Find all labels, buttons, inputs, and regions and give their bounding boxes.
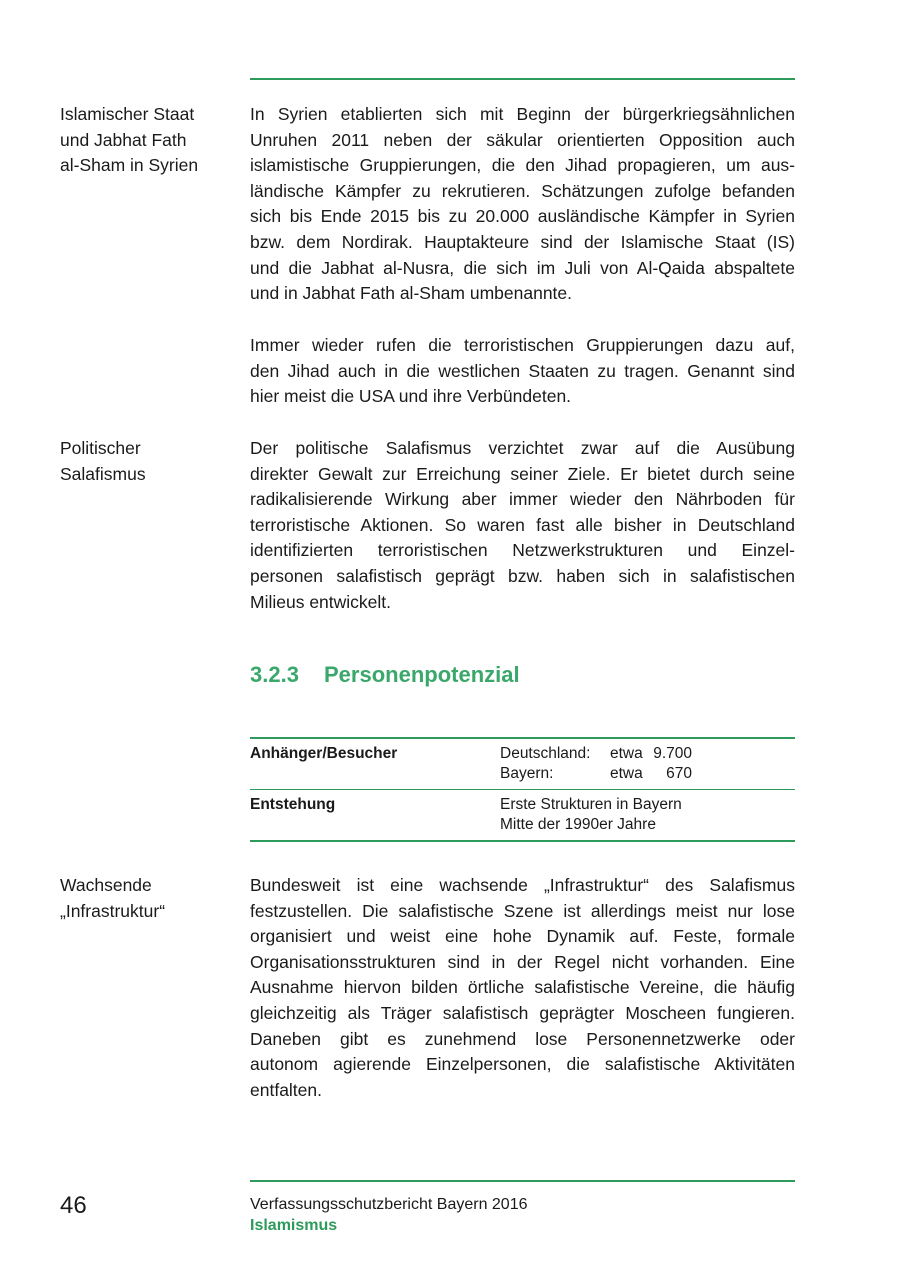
text-line: Bundesweit ist eine wachsende „Infrastruktur“ des Salafismus — [250, 875, 795, 895]
table-row — [250, 737, 795, 789]
section-heading — [250, 662, 520, 688]
side-label-line: und Jabhat Fath — [60, 129, 187, 150]
count-value: 670 — [666, 765, 692, 782]
region-label: Deutschland: — [500, 745, 591, 762]
table-value-line: Mitte der 1990er Jahre — [500, 816, 656, 833]
footer-rule — [250, 1180, 795, 1182]
text-line: sich bis Ende 2015 bis zu 20.000 ausländische Kämpfer in Syrien — [250, 206, 795, 227]
table-key: Anhänger/Besucher — [250, 745, 398, 762]
text-line: identifizierten terroristischen Netzwerkstrukturen und Einzel- — [250, 540, 795, 561]
text-line: autonom agierende Einzelpersonen, die salafistische Aktivitäten — [250, 1054, 795, 1075]
text-line: Milieus entwickelt. — [250, 591, 392, 612]
heading-number: 3.2.3 — [250, 662, 299, 687]
side-label-line: Salafismus — [60, 463, 146, 484]
side-label-line: Wachsende — [60, 875, 152, 895]
side-label-islamischer-staat — [60, 102, 240, 179]
text-line: islamistische Gruppierungen, die den Jihad propagieren, um aus- — [250, 155, 795, 176]
publication-title: Verfassungsschutzbericht Bayern 2016 — [250, 1196, 528, 1213]
text-line: bzw. dem Nordirak. Hauptakteure sind der Islamische Staat (IS) — [250, 231, 795, 252]
paragraph-westliche-staaten — [250, 333, 795, 410]
heading-title: Personenpotenzial — [324, 662, 520, 687]
text-line: den Jihad auch in die westlichen Staaten zu tragen. Genannt sind — [250, 360, 795, 381]
chapter-title: Islamismus — [250, 1217, 338, 1234]
text-line: gleichzeitig als Träger salafistisch geprägter Moscheen fungieren. — [250, 1002, 795, 1023]
approx-label: etwa — [610, 745, 643, 762]
text-line: Der politische Salafismus verzichtet zwar auf die Ausübung — [250, 438, 795, 458]
top-rule — [250, 78, 795, 80]
text-line: und in Jabhat Fath al-Sham umbenannte. — [250, 283, 573, 304]
side-label-politischer-salafismus — [60, 436, 240, 487]
text-line: hier meist die USA und ihre Verbündeten. — [250, 386, 572, 407]
personenpotenzial-table — [250, 737, 795, 842]
text-line: organisiert und weist eine hohe Dynamik auf. Feste, formale — [250, 926, 795, 947]
region-label: Bayern: — [500, 765, 554, 782]
side-label-wachsende-infrastruktur — [60, 873, 240, 924]
side-label-line: al-Sham in Syrien — [60, 155, 199, 176]
text-line: festzustellen. Die salafistische Szene ist allerdings meist nur lose — [250, 900, 795, 921]
approx-label: etwa — [610, 765, 643, 782]
text-line: Immer wieder rufen die terroristischen Gruppierungen dazu auf, — [250, 335, 795, 355]
page-number: 46 — [60, 1192, 87, 1219]
text-line: ländische Kämpfer zu rekrutieren. Schätzungen zufolge befanden — [250, 180, 795, 201]
text-line: Daneben gibt es zunehmend lose Personennetzwerke oder — [250, 1028, 795, 1049]
table-value-line — [500, 764, 795, 784]
text-line: terroristische Aktionen. So waren fast alle bisher in Deutschland — [250, 514, 795, 535]
table-value — [500, 744, 795, 784]
table-value — [500, 795, 795, 835]
table-value-line: Erste Strukturen in Bayern — [500, 796, 682, 813]
table-bottom-rule — [250, 840, 795, 842]
paragraph-infrastruktur — [250, 873, 795, 1103]
side-label-line: Politischer — [60, 438, 141, 458]
side-label-line: „Infrastruktur“ — [60, 900, 166, 921]
text-line: Unruhen 2011 neben der säkular orientierten Opposition auch — [250, 129, 795, 150]
paragraph-syrien — [250, 102, 795, 307]
table-row — [250, 789, 795, 840]
text-line: Organisationsstrukturen sind in der Regel nicht vorhanden. Eine — [250, 951, 795, 972]
side-label-line: Islamischer Staat — [60, 104, 195, 124]
text-line: Ausnahme hiervon bilden örtliche salafistische Vereine, die häufig — [250, 977, 795, 998]
text-line: radikalisierende Wirkung aber immer wieder den Nährboden für — [250, 489, 795, 510]
text-line: entfalten. — [250, 1079, 322, 1100]
table-value-line — [500, 744, 795, 764]
paragraph-politischer-salafismus — [250, 436, 795, 615]
text-line: und die Jabhat al-Nusra, die sich im Juli von Al-Qaida abspaltete — [250, 257, 795, 278]
text-line: In Syrien etablierten sich mit Beginn der bürgerkriegsähnlichen — [250, 104, 795, 124]
text-line: personen salafistisch geprägt bzw. haben sich in salafistischen — [250, 565, 795, 586]
text-line: direkter Gewalt zur Erreichung seiner Ziele. Er bietet durch seine — [250, 463, 795, 484]
table-key: Entstehung — [250, 796, 336, 813]
count-value: 9.700 — [653, 745, 692, 762]
